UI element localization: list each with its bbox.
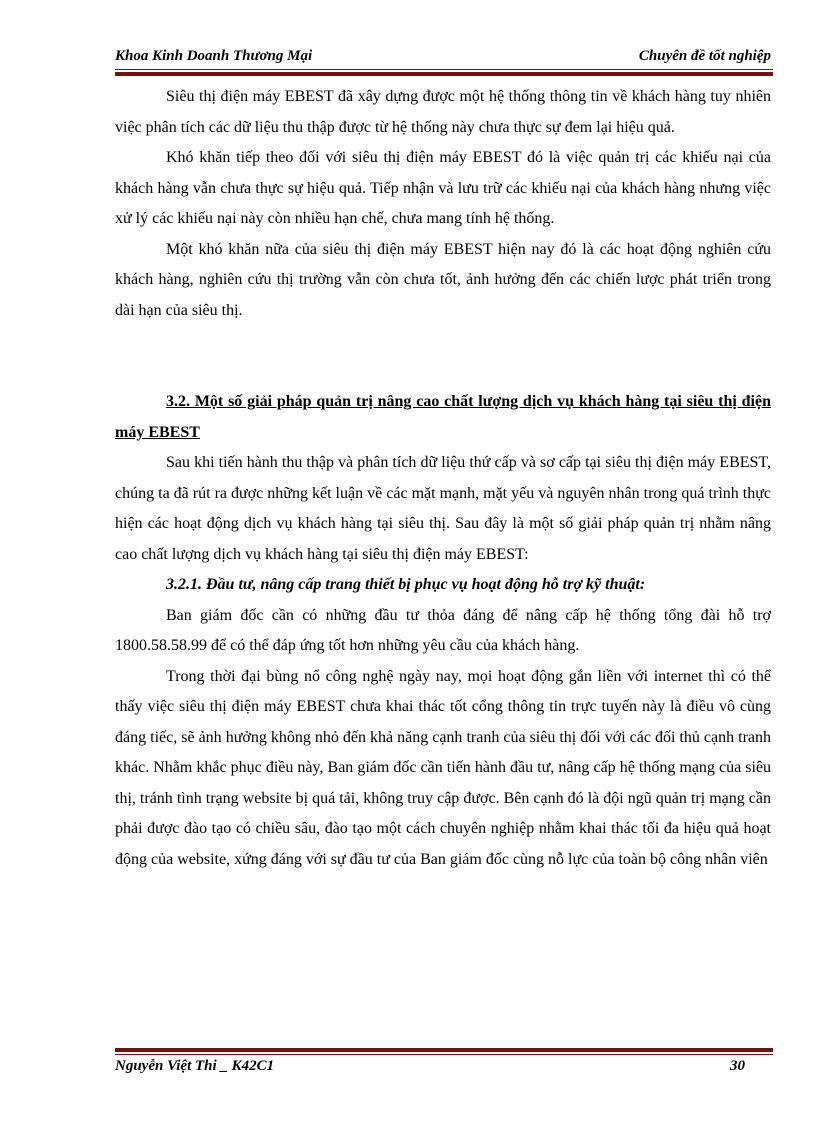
header-rule-thick	[115, 72, 773, 76]
paragraph-1: Siêu thị điện máy EBEST đã xây dựng được một hệ thống thông tin về khách hàng tuy nhiên việc phân tích các dữ liệu thu thập được từ hệ thống này chưa thực sự đem lại hiệu quả.	[115, 88, 771, 136]
footer-rule-thin	[115, 1054, 773, 1055]
footer-author: Nguyễn Việt Thi _ K42C1	[115, 1058, 275, 1074]
header-doc-type: Chuyên đề tốt nghiệp	[638, 48, 771, 64]
header-rule-thin	[115, 69, 773, 70]
subsection-heading: 3.2.1. Đầu tư, nâng cấp trang thiết bị phục vụ hoạt động hỗ trợ kỹ thuật:	[166, 576, 646, 593]
section-heading: 3.2. Một số giải pháp quản trị nâng cao chất lượng dịch vụ khách hàng tại siêu thị điện máy EBEST	[115, 393, 771, 441]
section-spacer	[115, 326, 771, 387]
paragraph-2: Khó khăn tiếp theo đối với siêu thị điện máy EBEST đó là việc quản trị các khiếu nại của khách hàng vẫn chưa thực sự hiệu quả. Tiếp nhận và lưu trữ các khiếu nại của khách hàng nhưng việc xử lý các khiếu nại này còn nhiều hạn chế, chưa mang tính hệ thống.	[115, 149, 771, 227]
footer-rule-thick	[115, 1048, 773, 1052]
paragraph-4: Sau khi tiến hành thu thập và phân tích dữ liệu thứ cấp và sơ cấp tại siêu thị điện máy EBEST, chúng ta đã rút ra được những kết luận về các mặt mạnh, mặt yếu và nguyên nhân trong quá trình thực hiện các hoạt động dịch vụ khách hàng tại siêu thị. Sau đây là một số giải pháp quản trị nhằm nâng cao chất lượng dịch vụ khách hàng tại siêu thị điện máy EBEST:	[115, 454, 771, 563]
page-body	[115, 82, 771, 875]
paragraph-5: Ban giám đốc cần có những đầu tư thỏa đáng để nâng cấp hệ thống tổng đài hỗ trợ 1800.58.58.99 để có thể đáp ứng tốt hơn những yêu cầu của khách hàng.	[115, 606, 771, 654]
page-number: 30	[730, 1058, 745, 1074]
paragraph-3: Một khó khăn nữa của siêu thị điện máy EBEST hiện nay đó là các hoạt động nghiên cứu khách hàng, nghiên cứu thị trường vẫn còn chưa tốt, ảnh hưởng đến các chiến lược phát triển trong dài hạn của siêu thị.	[115, 240, 771, 319]
page-header	[115, 46, 771, 70]
paragraph-6: Trong thời đại bùng nổ công nghệ ngày nay, mọi hoạt động gắn liền với internet thì có thể thấy việc siêu thị điện máy EBEST chưa khai thác tốt cổng thông tin trực tuyến này là điều vô cùng đáng tiếc, sẽ ảnh hưởng không nhỏ đến khả năng cạnh tranh của siêu thị đối với các đối thủ cạnh tranh khác. Nhằm khắc phục điều này, Ban giám đốc cần tiến hành đầu tư, nâng cấp hệ thống mạng của siêu thị, tránh tình trạng website bị quá tải, không truy cập được. Bên cạnh đó là đội ngũ quản trị mạng cần phải được đào tạo có chiều sâu, đào tạo một cách chuyên nghiệp nhằm khai thác tối đa hiệu quả hoạt động của website, xứng đáng với sự đầu tư của Ban giám đốc cùng nỗ lực của toàn bộ công nhân viên	[115, 667, 771, 868]
header-faculty: Khoa Kinh Doanh Thương Mại	[115, 48, 313, 64]
page-footer	[115, 1058, 771, 1082]
